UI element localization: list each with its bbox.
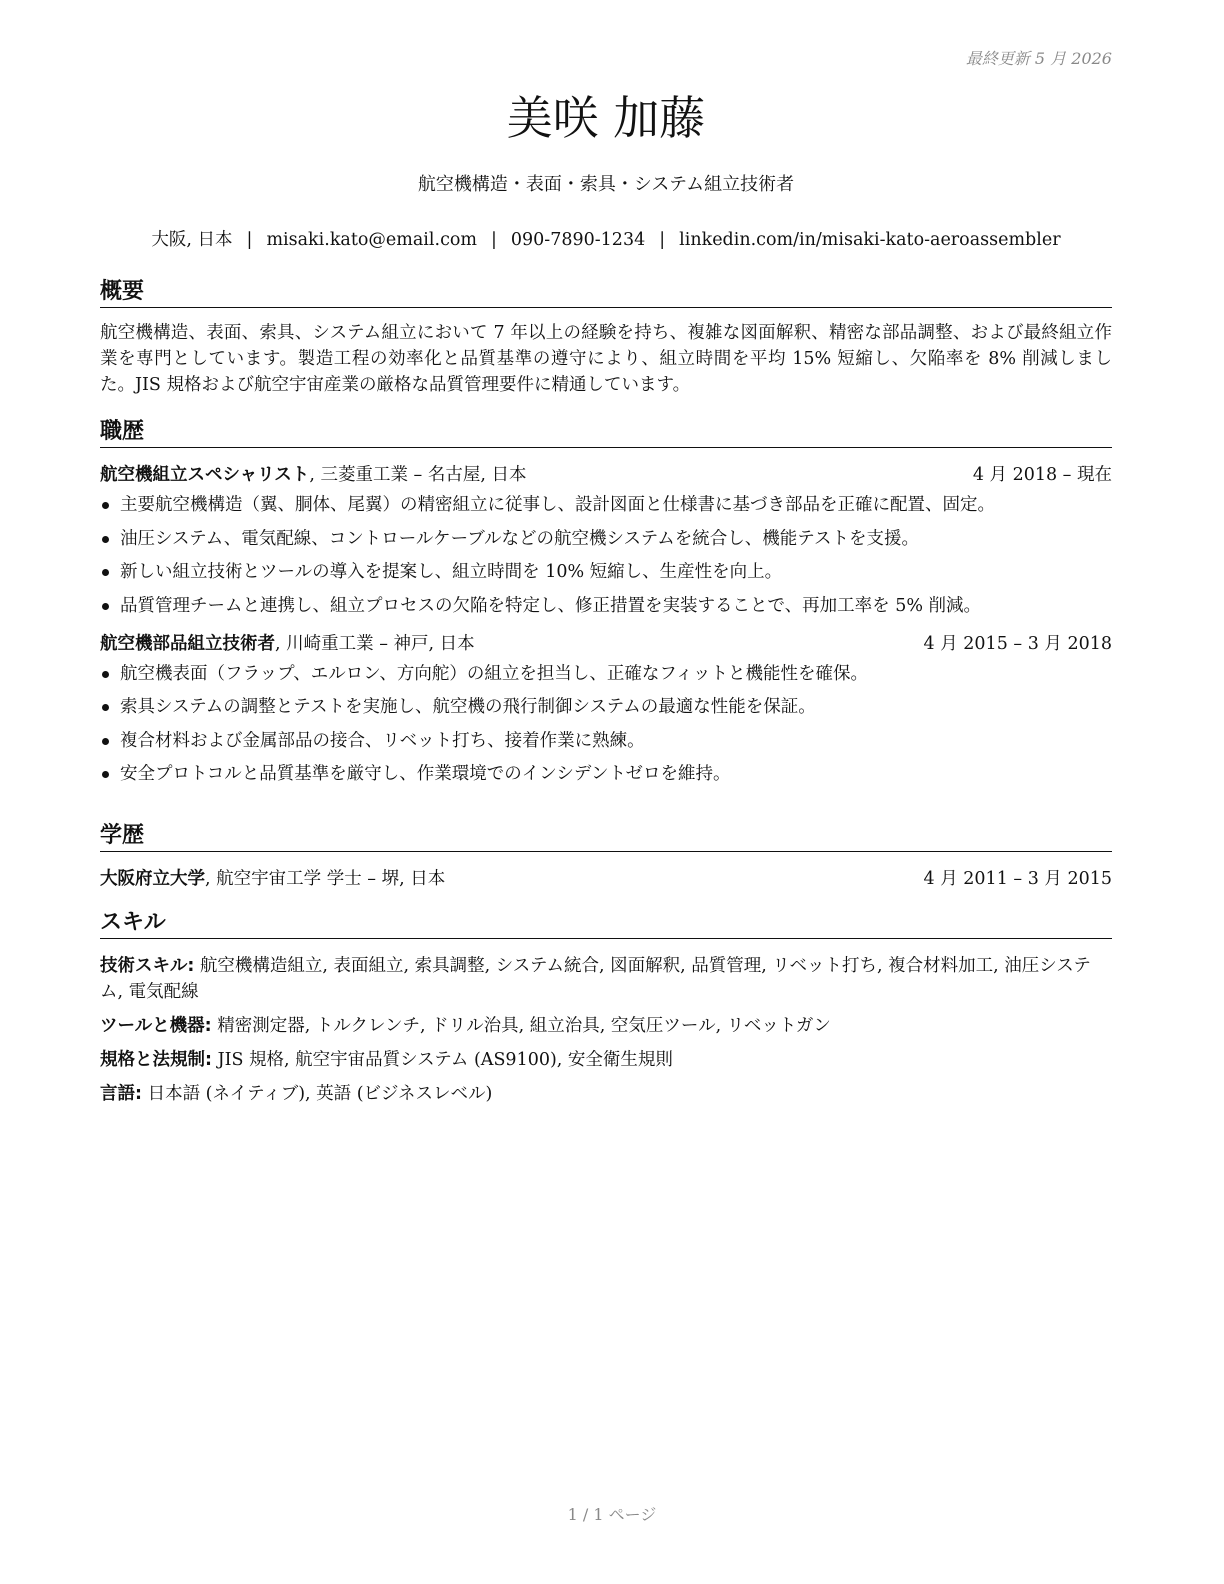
job-dates: 4 月 2015 – 3 月 2018 <box>923 633 1112 654</box>
education-section <box>100 822 1112 892</box>
education-dates: 4 月 2011 – 3 月 2015 <box>923 869 1112 889</box>
job-header <box>100 631 1112 657</box>
education-entry <box>100 866 1112 892</box>
job-bullet <box>100 661 1112 687</box>
job-entry <box>100 462 1112 619</box>
skill-value: JIS 規格, 航空宇宙品質システム (AS9100), 安全衛生規則 <box>212 1050 673 1070</box>
candidate-name: 美咲 加藤 <box>506 91 706 145</box>
contact-location: 大阪, 日本 <box>151 230 233 250</box>
skills-section <box>100 909 1112 1115</box>
contact-linkedin[interactable]: linkedin.com/in/misaki-kato-aeroassembler <box>679 230 1061 250</box>
job-company: , 三菱重工業 – 名古屋, 日本 <box>309 465 527 485</box>
bullet-icon <box>102 704 109 711</box>
job-bullet <box>100 593 1112 619</box>
bullet-icon <box>102 771 109 778</box>
bullet-icon <box>102 502 109 509</box>
job-bullet <box>100 694 1112 720</box>
job-subtitle: 航空機構造・表面・索具・システム組立技術者 <box>417 174 795 195</box>
bullet-icon <box>102 569 109 576</box>
skill-value: 日本語 (ネイティブ), 英語 (ビジネスレベル) <box>142 1084 493 1104</box>
skills-list <box>100 953 1112 1107</box>
skill-line <box>100 1013 1112 1039</box>
education-heading: 学歴 <box>100 822 1112 852</box>
experience-section <box>100 418 1112 795</box>
job-header <box>100 462 1112 488</box>
page-number: 1 / 1 ページ <box>567 1505 657 1524</box>
skill-label: 技術スキル: <box>100 956 195 976</box>
skill-line <box>100 1047 1112 1073</box>
bullet-text: 主要航空機構造（翼、胴体、尾翼）の精密組立に従事し、設計図面と仕様書に基づき部品を正確に配置、固定。 <box>120 495 995 515</box>
contact-phone[interactable]: 090-7890-1234 <box>510 230 646 250</box>
skill-label: ツールと機器: <box>100 1016 212 1036</box>
job-bullet <box>100 526 1112 552</box>
bullet-icon <box>102 738 109 745</box>
job-dates: 4 月 2018 – 現在 <box>972 465 1112 485</box>
skill-line <box>100 953 1112 1005</box>
bullet-text: 航空機表面（フラップ、エルロン、方向舵）の組立を担当し、正確なフィットと機能性を確保。 <box>120 663 868 684</box>
job-bullet <box>100 492 1112 518</box>
experience-heading: 職歴 <box>100 418 1112 448</box>
skill-label: 言語: <box>100 1084 142 1104</box>
contact-separator: | <box>246 230 253 250</box>
bullet-text: 新しい組立技術とツールの導入を提案し、組立時間を 10% 短縮し、生産性を向上。 <box>120 562 783 582</box>
skill-value: 航空機構造組立, 表面組立, 索具調整, システム統合, 図面解釈, 品質管理, リベット打ち, 複合材料加工, 油圧システム, 電気配線 <box>100 956 1091 1002</box>
job-bullets <box>100 492 1112 619</box>
job-entry <box>100 631 1112 788</box>
summary-heading: 概要 <box>100 278 1112 308</box>
degree-detail: , 航空宇宙工学 学士 – 堺, 日本 <box>205 869 446 889</box>
bullet-icon <box>102 536 109 543</box>
job-role: 航空機部品組立技術者 <box>100 633 275 654</box>
bullet-text: 索具システムの調整とテストを実施し、航空機の飛行制御システムの最適な性能を保証。 <box>120 697 816 717</box>
bullet-text: 品質管理チームと連携し、組立プロセスの欠陥を特定し、修正措置を実装することで、再加工率を 5% 削減。 <box>120 595 982 616</box>
skill-value: 精密測定器, トルクレンチ, ドリル治具, 組立治具, 空気圧ツール, リベットガン <box>211 1016 831 1036</box>
school-name: 大阪府立大学 <box>100 869 205 889</box>
skills-heading: スキル <box>100 909 1112 939</box>
bullet-icon <box>102 603 109 610</box>
contact-line <box>100 226 1112 251</box>
bullet-icon <box>102 671 109 678</box>
job-bullet <box>100 728 1112 754</box>
skill-line <box>100 1081 1112 1107</box>
bullet-text: 複合材料および金属部品の接合、リベット打ち、接着作業に熟練。 <box>120 730 645 751</box>
skill-label: 規格と法規制: <box>100 1050 212 1070</box>
summary-text: 航空機構造、表面、索具、システム組立において 7 年以上の経験を持ち、複雑な図面解釈、精密な部品調整、および最終組立作業を専門としています。製造工程の効率化と品質基準の遵守により、組立時間を平均 15% 短縮し、欠陥率を 8% 削減しました。JIS 規格および航空宇宙産業の厳格な品質管理要件に精通しています。 <box>100 323 1112 395</box>
last-updated: 最終更新 5 月 2026 <box>965 49 1112 68</box>
job-bullet <box>100 559 1112 585</box>
summary-section <box>100 278 1112 398</box>
job-company: , 川崎重工業 – 神戸, 日本 <box>275 633 475 654</box>
resume-page <box>100 0 1112 1584</box>
contact-email[interactable]: misaki.kato@email.com <box>266 230 477 250</box>
contact-separator: | <box>659 230 666 250</box>
bullet-text: 安全プロトコルと品質基準を厳守し、作業環境でのインシデントゼロを維持。 <box>120 764 731 784</box>
job-bullets <box>100 661 1112 788</box>
job-role: 航空機組立スペシャリスト <box>100 465 310 485</box>
bullet-text: 油圧システム、電気配線、コントロールケーブルなどの航空機システムを統合し、機能テストを支援。 <box>120 528 920 549</box>
contact-separator: | <box>491 230 497 250</box>
job-bullet <box>100 761 1112 787</box>
